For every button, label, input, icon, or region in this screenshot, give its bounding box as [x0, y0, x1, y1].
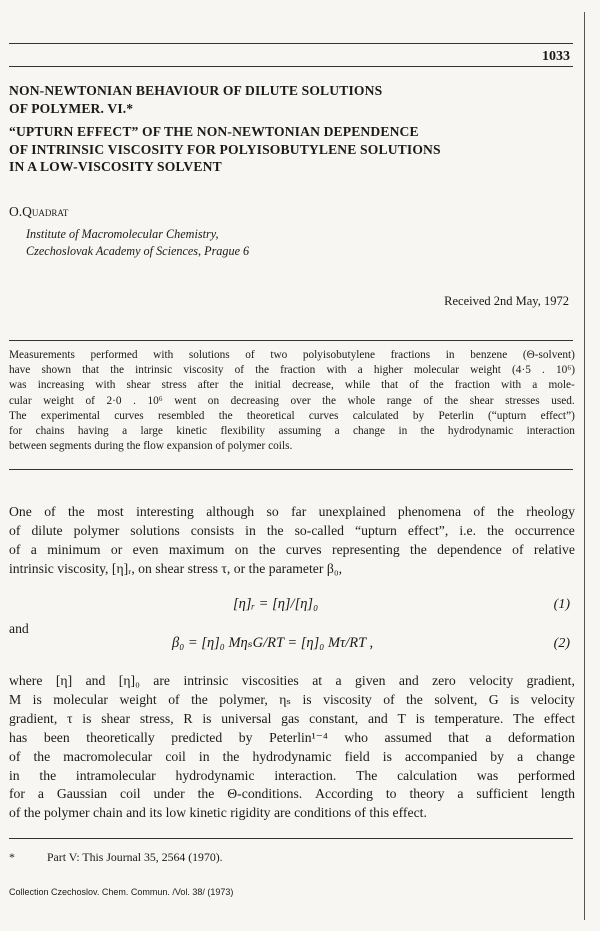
equation-2-number: (2)	[553, 636, 570, 651]
abstract-line: was increasing with shear stress after the initial decrease, while that of the fraction with a mole-	[9, 379, 575, 392]
abstract-rule-top	[9, 340, 573, 341]
received-date: Received 2nd May, 1972	[444, 294, 569, 308]
header-rule-lower	[9, 66, 573, 67]
footnote-marker: *	[9, 850, 15, 864]
equation-2: β₀ = [η]₀ MηₛG/RT = [η]₀ Mτ/RT ,	[172, 635, 374, 651]
body-line: of a minimum or even maximum on the curves representing the dependence of relative	[9, 541, 575, 557]
body-paragraph	[9, 672, 575, 823]
body-line: M is molecular weight of the polymer, ηₛ is viscosity of the solvent, G is velocity	[9, 691, 575, 707]
title-line: “UPTURN EFFECT” OF THE NON-NEWTONIAN DEPENDENCE	[9, 124, 419, 140]
body-line: intrinsic viscosity, [η]ᵣ, on shear stress τ, or the parameter β₀,	[9, 560, 343, 576]
abstract-line: for chains having a large kinetic flexibility assuming a change in the hydrodynamic interaction	[9, 425, 575, 438]
footnote-text: Part V: This Journal 35, 2564 (1970).	[47, 850, 223, 864]
and-word: and	[9, 621, 29, 636]
author	[9, 204, 68, 220]
abstract	[9, 348, 575, 454]
body-line: has been theoretically predicted by Peterlin¹⁻⁴ who assumed that a deformation	[9, 729, 575, 745]
title-line: OF POLYMER. VI.*	[9, 100, 134, 116]
journal-citation: Collection Czechoslov. Chem. Commun. /Vol. 38/ (1973)	[9, 887, 234, 897]
title-line: NON-NEWTONIAN BEHAVIOUR OF DILUTE SOLUTIONS	[9, 83, 383, 98]
abstract-line: between segments during the flow expansion of polymer coils.	[9, 440, 293, 453]
body-line: for a Gaussian coil under the Θ-conditions. According to theory a sufficient length	[9, 786, 575, 802]
title-line: IN A LOW-VISCOSITY SOLVENT	[9, 159, 222, 175]
body-line: gradient, τ is shear stress, R is universal gas constant, and T is temperature. The effect	[9, 710, 575, 726]
body-line: of the polymer chain and its low kinetic rigidity are conditions of this effect.	[9, 805, 427, 821]
equation-1-number: (1)	[553, 597, 570, 612]
article-title	[9, 82, 569, 176]
abstract-line: The experimental curves resembled the theoretical curves calculated by Peterlin (“upturn effect”)	[9, 409, 575, 422]
abstract-rule-bottom	[9, 469, 573, 470]
affiliation-line: Czechoslovak Academy of Sciences, Prague 6	[26, 244, 250, 258]
author-name: Quadrat	[22, 204, 69, 219]
body-line: of the macromolecular coil in the hydrodynamic field is accompanied by a change	[9, 748, 575, 764]
page-edge-rule	[584, 12, 585, 920]
abstract-line: Measurements performed with solutions of two polyisobutylene fractions in benzene (Θ-solvent)	[9, 349, 575, 361]
header-rule	[9, 43, 573, 44]
abstract-line: cular weight of 2·0 . 10⁶ went on decreasing over the whole range of the shear stresses used.	[9, 394, 575, 407]
body-line: in the intramolecular hydrodynamic interaction. The calculation was performed	[9, 767, 575, 783]
footnote	[9, 850, 223, 865]
page-number: 1033	[542, 49, 570, 64]
affiliation-line: Institute of Macromolecular Chemistry,	[26, 227, 219, 241]
equation-1: [η]ᵣ = [η]/[η]₀	[233, 596, 319, 612]
intro-paragraph	[9, 503, 575, 579]
footnote-rule	[9, 838, 573, 839]
author-initial: O.	[9, 204, 23, 219]
title-line: OF INTRINSIC VISCOSITY FOR POLYISOBUTYLENE SOLUTIONS	[9, 141, 441, 157]
abstract-line: have shown that the intrinsic viscosity of the fraction with a higher molecular weight (4·5 . 10⁶)	[9, 364, 575, 377]
body-line: where [η] and [η]₀ are intrinsic viscosities at a given and zero velocity gradient,	[9, 673, 575, 688]
body-line: of dilute polymer solutions consists in the so-called “upturn effect”, i.e. the occurrence	[9, 522, 575, 538]
body-line: One of the most interesting although so far unexplained phenomena of the rheology	[9, 504, 575, 519]
